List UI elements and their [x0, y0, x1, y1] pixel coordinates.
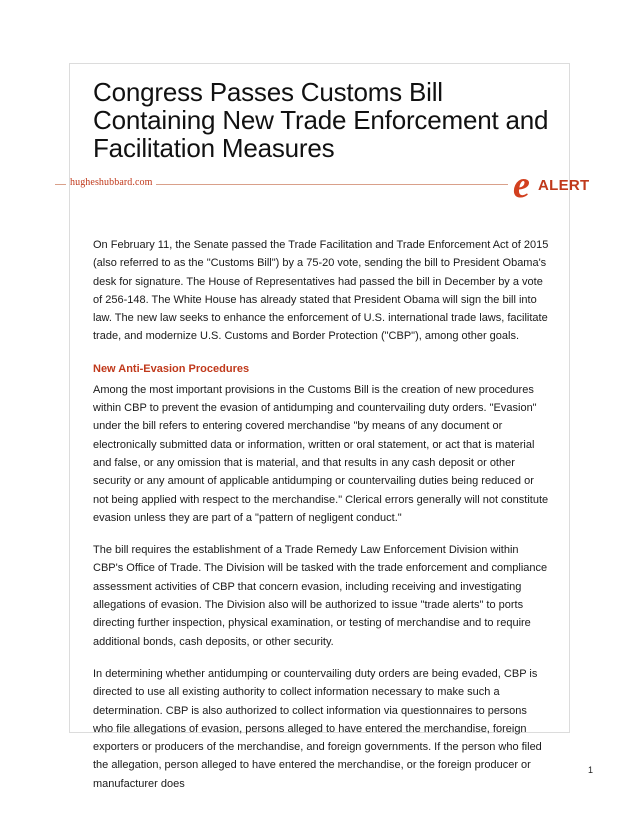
ealert-e-icon: e — [513, 164, 530, 206]
header-rule — [55, 164, 590, 206]
section-heading: New Anti-Evasion Procedures — [93, 362, 250, 375]
ealert-logo — [513, 164, 608, 206]
site-link[interactable]: hugheshubbard.com — [70, 177, 153, 188]
intro-paragraph: On February 11, the Senate passed the Trade Facilitation and Trade Enforcement Act of 2015 (also referred to as the "Customs Bill") by a 75-20 vote, sending the bill to President Obama's desk for signature. The House of Representatives had passed the bill in December by a vote of 256-148. The White House has already stated that President Obama will sign the bill into law. The new law seeks to enhance the enforcement of U.S. international trade laws, facilitate trade, and modernize U.S. Customs and Border Protection ("CBP"), among other goals. — [93, 239, 549, 343]
ealert-word: ALERT — [538, 177, 590, 194]
section-paragraph: The bill requires the establishment of a Trade Remedy Law Enforcement Division within CBP's Office of Trade. The Division will be tasked with the trade enforcement and compliance assessment activities of CBP that concern evasion, including receiving and investigating allegations of evasion. The Division also will be authorized to issue "trade alerts" to ports directing further inspection, physical examination, or testing of merchandise and to require additional bonds, cash deposits, or other security. — [93, 544, 548, 648]
rule-line-left — [55, 184, 66, 185]
section-paragraph: In determining whether antidumping or countervailing duty orders are being evaded, CBP is directed to use all existing authority to collect information necessary to make such a determination. CBP is also authorized to collect information via questionnaires to persons who file allegations of evasion, persons alleged to have entered the merchandise, foreign exporters or producers of the merchandise, and foreign governments. If the person who filed the allegation, person alleged to have entered the merchandise, or the foreign producer or manufacturer does — [93, 667, 542, 790]
rule-line-right — [156, 184, 508, 185]
document-title: Congress Passes Customs Bill Containing New Trade Enforcement and Facilitation Measures — [93, 77, 549, 163]
page-number: 1 — [588, 765, 594, 775]
article-body — [93, 236, 549, 807]
section-paragraph: Among the most important provisions in the Customs Bill is the creation of new procedures within CBP to prevent the evasion of antidumping and countervailing duty orders. "Evasion" under the bill refers to entering covered merchandise "by means of any document or electronically submitted data or information, written or oral statement, or act that is material and false, or any omission that is material, and that results in any cash deposit or other security or any amount of applicable antidumping or countervailing duties being reduced or not being applied with respect to the merchandise." Clerical errors generally will not constitute evasion unless they are part of a "pattern of negligent conduct." — [93, 383, 549, 524]
